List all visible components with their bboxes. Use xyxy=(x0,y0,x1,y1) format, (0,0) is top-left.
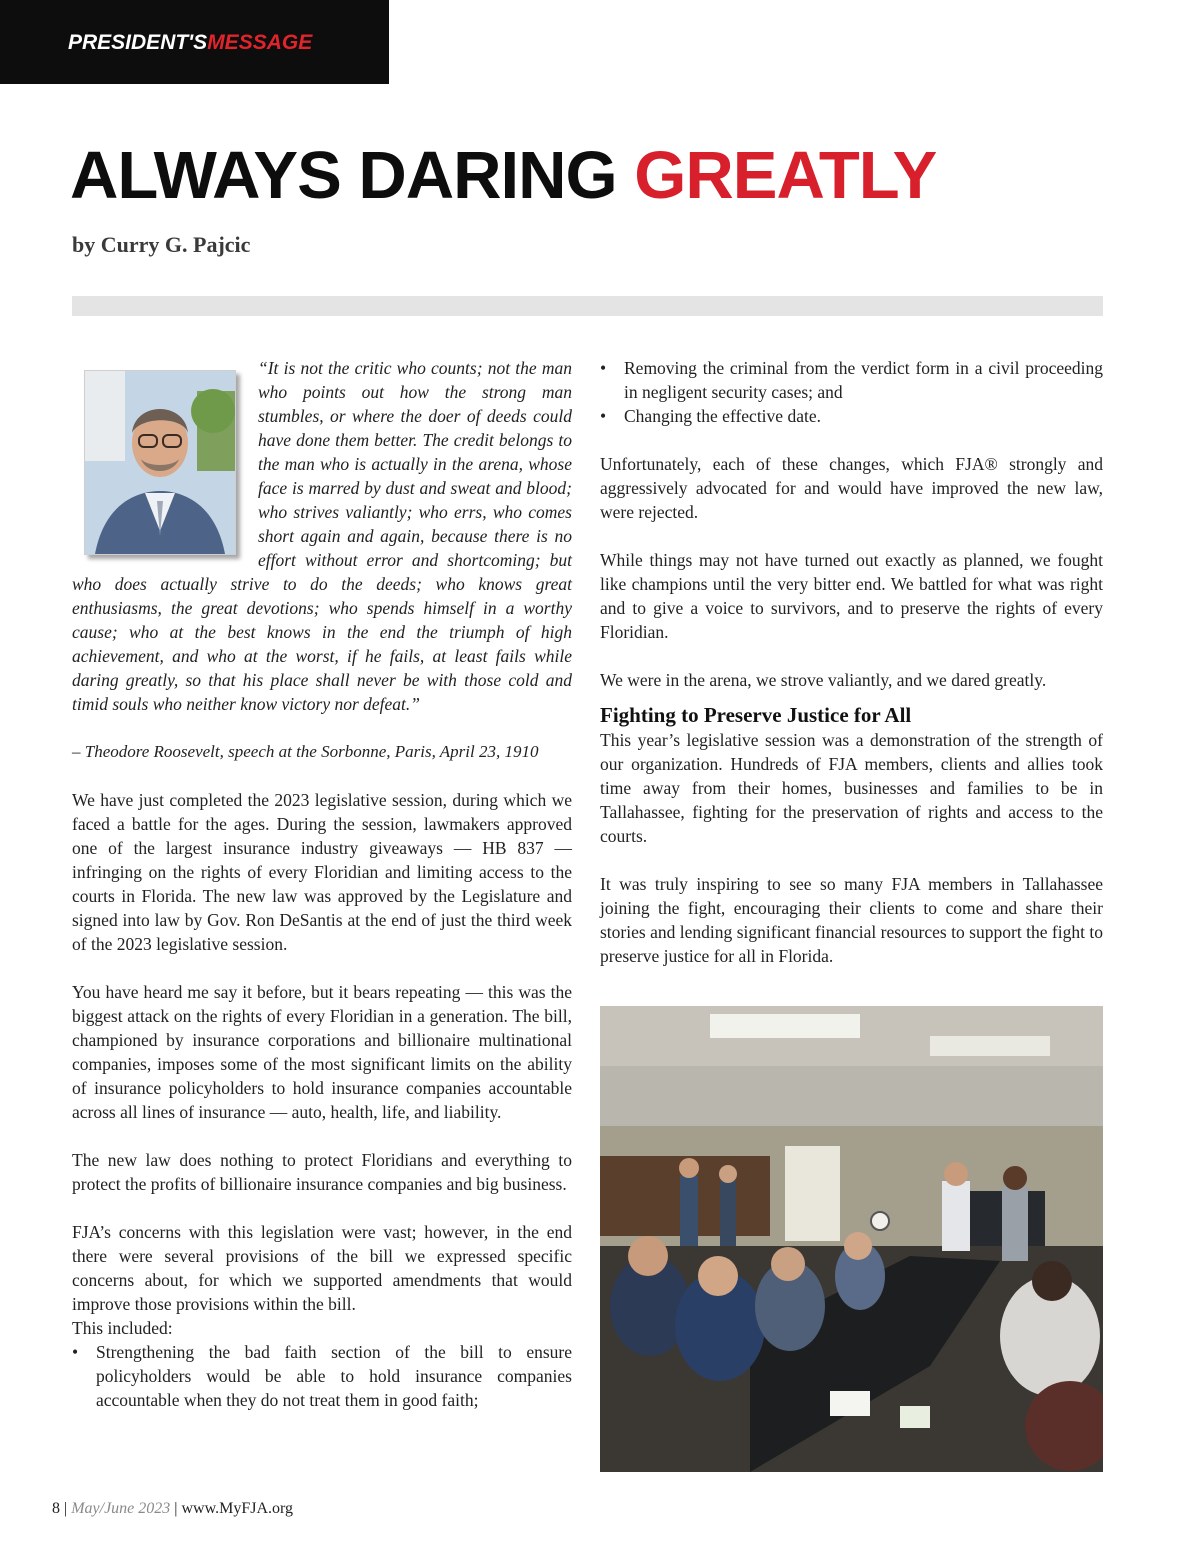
left-column xyxy=(72,356,572,1436)
body-paragraph: The new law does nothing to protect Floridians and everything to protect the profits of billionaire insurance companies and big business. xyxy=(72,1150,572,1194)
title-red: GREATLY xyxy=(634,138,937,213)
author-portrait-image xyxy=(85,371,235,554)
included-label: This included: xyxy=(72,1318,173,1338)
body-paragraph: FJA’s concerns with this legislation were vast; however, in the end there were several provisions of the bill we expressed specific concerns about, for which we supported amendments that would improve those provisions within the bill. xyxy=(72,1222,572,1314)
section-label-red: MESSAGE xyxy=(207,31,313,54)
meeting-scene-image xyxy=(600,1006,1103,1472)
body-paragraph: We were in the arena, we strove valiantly, and we dared greatly. xyxy=(600,670,1047,690)
body-paragraph: While things may not have turned out exactly as planned, we fought like champions until the very bitter end. We battled for what was right and to give a voice to survivors, and to preserve the rights of every Floridian. xyxy=(600,550,1103,642)
issue-date: May/June 2023 xyxy=(71,1500,171,1517)
section-subheading: Fighting to Preserve Justice for All xyxy=(600,703,912,727)
section-label xyxy=(68,31,312,55)
right-column xyxy=(600,356,1103,992)
body-paragraph: You have heard me say it before, but it bears repeating — this was the biggest attack on the rights of every Floridian in a generation. The bill, championed by insurance corporations and billionaire multinational companies, imposes some of the most significant limits on the ability of insurance policyholders to hold insurance companies accountable across all lines of insurance — auto, health, life, and liability. xyxy=(72,982,572,1122)
amendment-list-continued xyxy=(600,356,1103,428)
page-number: 8 xyxy=(52,1500,60,1517)
amendment-list xyxy=(72,1340,572,1412)
byline: by Curry G. Pajcic xyxy=(72,232,251,257)
section-header-bar xyxy=(0,0,389,84)
body-paragraph: We have just completed the 2023 legislative session, during which we faced a battle for the ages. During the session, lawmakers approved one of the largest insurance industry giveaways — HB 837 — infringing on the rights of every Floridian and limiting access to the courts in Florida. The new law was approved by the Legislature and signed into law by Gov. Ron DeSantis at the end of just the third week of the 2023 legislative session. xyxy=(72,790,572,954)
quote-attribution: – Theodore Roosevelt, speech at the Sorbonne, Paris, April 23, 1910 xyxy=(72,742,539,761)
roosevelt-quote: “It is not the critic who counts; not the man who points out how the strong man stumbles, or where the doer of deeds could have done them better. The credit belongs to the man who is actually in the arena, whose face is marred by dust and sweat and blood; who strives valiantly; who errs, who comes short again and again, because there is no effort without error and shortcoming; but who does actually strive to do the deeds; who knows great enthusiasms, the great devotions; who spends himself in a worthy cause; who at the best knows in the end the triumph of high achievement, and who at the worst, if he fails, at least fails while daring greatly, so that his place shall never be with those cold and timid souls who neither know victory nor defeat.” xyxy=(72,358,572,714)
list-item: • Strengthening the bad faith section of the bill to ensure policyholders would be able to hold insurance companies accountable when they do not treat them in good faith; xyxy=(72,1340,572,1412)
website-link[interactable]: www.MyFJA.org xyxy=(181,1500,294,1517)
body-paragraph: Unfortunately, each of these changes, which FJA® strongly and aggressively advocated for and would have improved the new law, were rejected. xyxy=(600,454,1103,522)
list-item: • Removing the criminal from the verdict form in a civil proceeding in negligent security cases; and xyxy=(600,356,1103,404)
list-item: • Changing the effective date. xyxy=(600,404,1103,428)
article-title xyxy=(70,136,936,216)
body-paragraph: It was truly inspiring to see so many FJA members in Tallahassee joining the fight, encouraging their clients to come and share their stories and lending significant financial resources to support the fight to preserve justice for all in Florida. xyxy=(600,874,1103,966)
meeting-room-photo xyxy=(600,1006,1103,1472)
author-photo xyxy=(84,370,236,555)
title-black: ALWAYS DARING xyxy=(70,138,617,213)
page-footer: 8 | May/June 2023 | www.MyFJA.org xyxy=(52,1500,294,1517)
title-divider xyxy=(72,296,1103,316)
body-paragraph: This year’s legislative session was a demonstration of the strength of our organization. Hundreds of FJA members, clients and allies took time away from their homes, businesses and families to be in Tallahassee, fighting for the preservation of rights and access to the courts. xyxy=(600,730,1103,846)
section-label-white: PRESIDENT'S xyxy=(68,31,208,54)
